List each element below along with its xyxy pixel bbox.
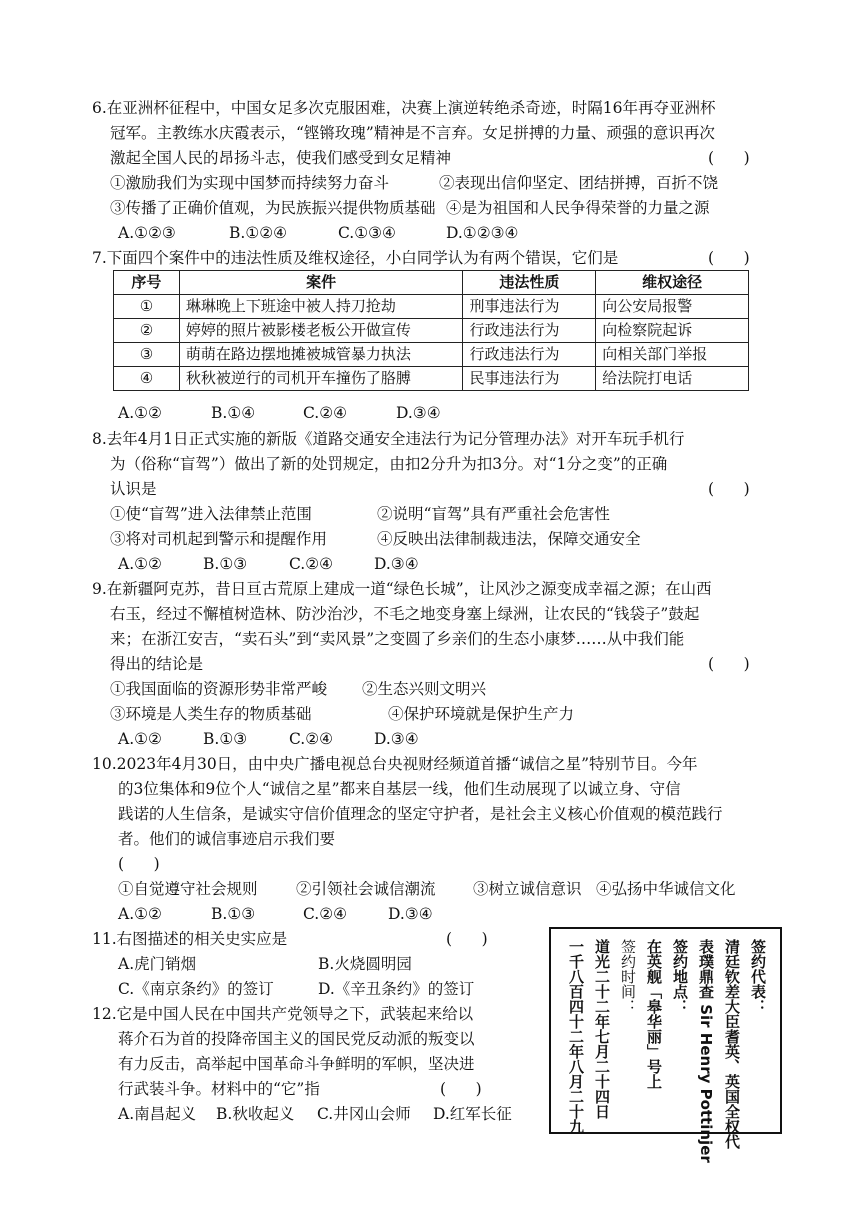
q9-option-2: ②生态兴则文明兴	[362, 680, 487, 698]
q9-option-4: ④保护环境就是保护生产力	[388, 705, 575, 723]
q9-line-1: 9.在新疆阿克苏，昔日亘古荒原上建成一道“绿色长城”，让风沙之源变成幸福之源；在山西	[92, 580, 712, 598]
q8-option-1: ①使“盲驾”进入法律禁止范围	[110, 505, 312, 523]
q7-choice-b: B.①④	[211, 404, 256, 422]
q6-option-1: ①激励我们为实现中国梦而持续努力奋斗	[110, 174, 390, 192]
q7-choice-d: D.③④	[396, 404, 441, 422]
table-row	[114, 343, 749, 367]
table-row	[114, 319, 749, 343]
q9-answer-paren: ( )	[708, 655, 750, 673]
q6-choice-c: C.①③④	[338, 224, 396, 242]
q11-choice-c: C.《南京条约》的签订	[118, 980, 274, 998]
q10-choice-d: D.③④	[388, 905, 433, 923]
q9-line-3: 来；在浙江安吉，“卖石头”到“卖风景”之变圆了乡亲们的生态小康梦……从中我们能	[110, 630, 685, 648]
q12-line-4: 行武装斗争。材料中的“它”指	[118, 1080, 320, 1098]
q6-option-3: ③传播了正确价值观，为民族振兴提供物质基础	[110, 199, 436, 217]
q12-line-3: 有力反击，高举起中国革命斗争鲜明的军帜，坚决进	[118, 1055, 475, 1073]
q10-choice-b: B.①③	[211, 905, 256, 923]
q8-line-1: 8.去年4月1日正式实施的新版《道路交通安全违法行为记分管理办法》对开车玩手机行	[92, 430, 685, 448]
table-row	[114, 367, 749, 391]
row-remedy: 向公安局报警	[596, 295, 749, 319]
q9-choice-a: A.①②	[118, 730, 162, 748]
q8-choice-d: D.③④	[374, 555, 419, 573]
q8-option-2: ②说明“盲驾”具有严重社会危害性	[377, 505, 610, 523]
q9-line-4: 得出的结论是	[110, 655, 204, 673]
row-number: ④	[114, 367, 180, 391]
row-number: ③	[114, 343, 180, 367]
q12-choice-c: C.井冈山会师	[317, 1105, 411, 1123]
table-header-row	[114, 271, 749, 295]
q6-choice-d: D.①②③④	[446, 224, 519, 242]
q7-stem: 7.下面四个案件中的违法性质及维权途径，小白同学认为有两个错误，它们是	[92, 249, 619, 267]
header-number: 序号	[114, 271, 180, 295]
q6-option-2: ②表现出信仰坚定、团结拼搏，百折不饶	[439, 174, 719, 192]
q8-answer-paren: ( )	[708, 480, 750, 498]
q10-option-1: ①自觉遵守社会规则	[118, 880, 258, 898]
q9-option-1: ①我国面临的资源形势非常严峻	[110, 680, 328, 698]
treaty-signing-box	[549, 927, 782, 1163]
q12-choice-b: B.秋收起义	[216, 1105, 295, 1123]
q6-option-4: ④是为祖国和人民争得荣誉的力量之源	[446, 199, 710, 217]
box-column: 表璞鼎查 Sir Henry Pottinjer	[697, 939, 715, 1163]
q11-choice-d: D.《辛丑条约》的签订	[318, 980, 475, 998]
box-column: 签约时间：	[619, 939, 637, 1014]
q8-option-4: ④反映出法律制裁违法，保障交通安全	[377, 530, 641, 548]
row-nature: 刑事违法行为	[463, 295, 596, 319]
row-case: 婷婷的照片被影楼老板公开做宣传	[179, 319, 463, 343]
box-column: 签约地点：	[671, 939, 689, 1014]
q10-line-3: 践诺的人生信条，是诚实守信价值理念的坚定守护者，是社会主义核心价值观的模范践行	[118, 805, 723, 823]
row-case: 萌萌在路边摆地摊被城管暴力执法	[179, 343, 463, 367]
header-case: 案件	[179, 271, 463, 295]
q10-option-4: ④弘扬中华诚信文化	[596, 880, 736, 898]
q6-line-3: 激起全国人民的昂扬斗志，使我们感受到女足精神	[110, 149, 452, 167]
q11-answer-paren: ( )	[446, 930, 488, 948]
q10-option-3: ③树立诚信意识	[473, 880, 582, 898]
q10-line-4: 者。他们的诚信事迹启示我们要	[118, 830, 336, 848]
q6-answer-paren: ( )	[708, 149, 750, 167]
row-remedy: 向相关部门举报	[596, 343, 749, 367]
q9-line-2: 右玉，经过不懈植树造林、防沙治沙，不毛之地变身塞上绿洲，让农民的“钱袋子”鼓起	[110, 605, 700, 623]
q11-choice-a: A.虎门销烟	[118, 955, 197, 973]
q7-answer-paren: ( )	[708, 249, 750, 267]
q11-stem: 11.右图描述的相关史实应是	[92, 930, 288, 948]
q8-choice-a: A.①②	[118, 555, 162, 573]
header-nature: 违法性质	[463, 271, 596, 295]
q12-choice-a: A.南昌起义	[118, 1105, 197, 1123]
q10-answer-paren: ( )	[118, 855, 160, 873]
q12-answer-paren: ( )	[440, 1080, 482, 1098]
q10-choice-a: A.①②	[118, 905, 162, 923]
q9-option-3: ③环境是人类生存的物质基础	[110, 705, 312, 723]
q7-choice-a: A.①②	[118, 404, 162, 422]
q8-choice-b: B.①③	[203, 555, 248, 573]
q8-line-2: 为（俗称“盲驾”）做出了新的处罚规定，由扣2分升为扣3分。对“1分之变”的正确	[110, 455, 668, 473]
case-table	[113, 270, 749, 391]
row-number: ②	[114, 319, 180, 343]
q12-line-1: 12.它是中国人民在中国共产党领导之下，武装起来给以	[92, 1005, 474, 1023]
q8-option-3: ③将对司机起到警示和提醒作用	[110, 530, 328, 548]
row-case: 秋秋被逆行的司机开车撞伤了胳膊	[179, 367, 463, 391]
box-column: 道光二十二年七月二十四日	[593, 939, 611, 1119]
q9-choice-b: B.①③	[203, 730, 248, 748]
header-remedy: 维权途径	[596, 271, 749, 295]
row-case: 琳琳晚上下班途中被人持刀抢劫	[179, 295, 463, 319]
row-nature: 行政违法行为	[463, 319, 596, 343]
box-column: 一千八百四十二年八月二十九	[567, 939, 585, 1134]
q8-choice-c: C.②④	[289, 555, 334, 573]
q10-line-1: 10.2023年4月30日，由中央广播电视总台央视财经频道首播“诚信之星”特别节目。今年	[92, 755, 698, 773]
box-column: 在英舰「皋华丽」号上	[645, 939, 663, 1089]
q10-line-2: 的3位集体和9位个人“诚信之星”都来自基层一线，他们生动展现了以诚立身、守信	[118, 780, 681, 798]
q9-choice-c: C.②④	[289, 730, 334, 748]
row-nature: 行政违法行为	[463, 343, 596, 367]
table-row	[114, 295, 749, 319]
q6-line-1: 6.在亚洲杯征程中，中国女足多次克服困难，决赛上演逆转绝杀奇迹，时隔16年再夺亚洲杯	[92, 99, 716, 117]
q9-choice-d: D.③④	[374, 730, 419, 748]
q10-option-2: ②引领社会诚信潮流	[296, 880, 436, 898]
q12-line-2: 蒋介石为首的投降帝国主义的国民党反动派的叛变以	[118, 1030, 475, 1048]
row-remedy: 向检察院起诉	[596, 319, 749, 343]
row-remedy: 给法院打电话	[596, 367, 749, 391]
q6-line-2: 冠军。主教练水庆霞表示，“铿锵玫瑰”精神是不言弃。女足拼搏的力量、顽强的意识再次	[110, 124, 715, 142]
box-column: 签约代表：	[749, 939, 767, 1014]
q12-choice-d: D.红军长征	[433, 1105, 512, 1123]
q11-choice-b: B.火烧圆明园	[318, 955, 412, 973]
q8-line-3: 认识是	[110, 480, 157, 498]
q7-choice-c: C.②④	[303, 404, 348, 422]
box-column: 清廷钦差大臣耆英、英国全权代	[723, 939, 741, 1149]
q10-choice-c: C.②④	[303, 905, 348, 923]
row-nature: 民事违法行为	[463, 367, 596, 391]
q6-choice-a: A.①②③	[118, 224, 176, 242]
q6-choice-b: B.①②④	[229, 224, 288, 242]
row-number: ①	[114, 295, 180, 319]
